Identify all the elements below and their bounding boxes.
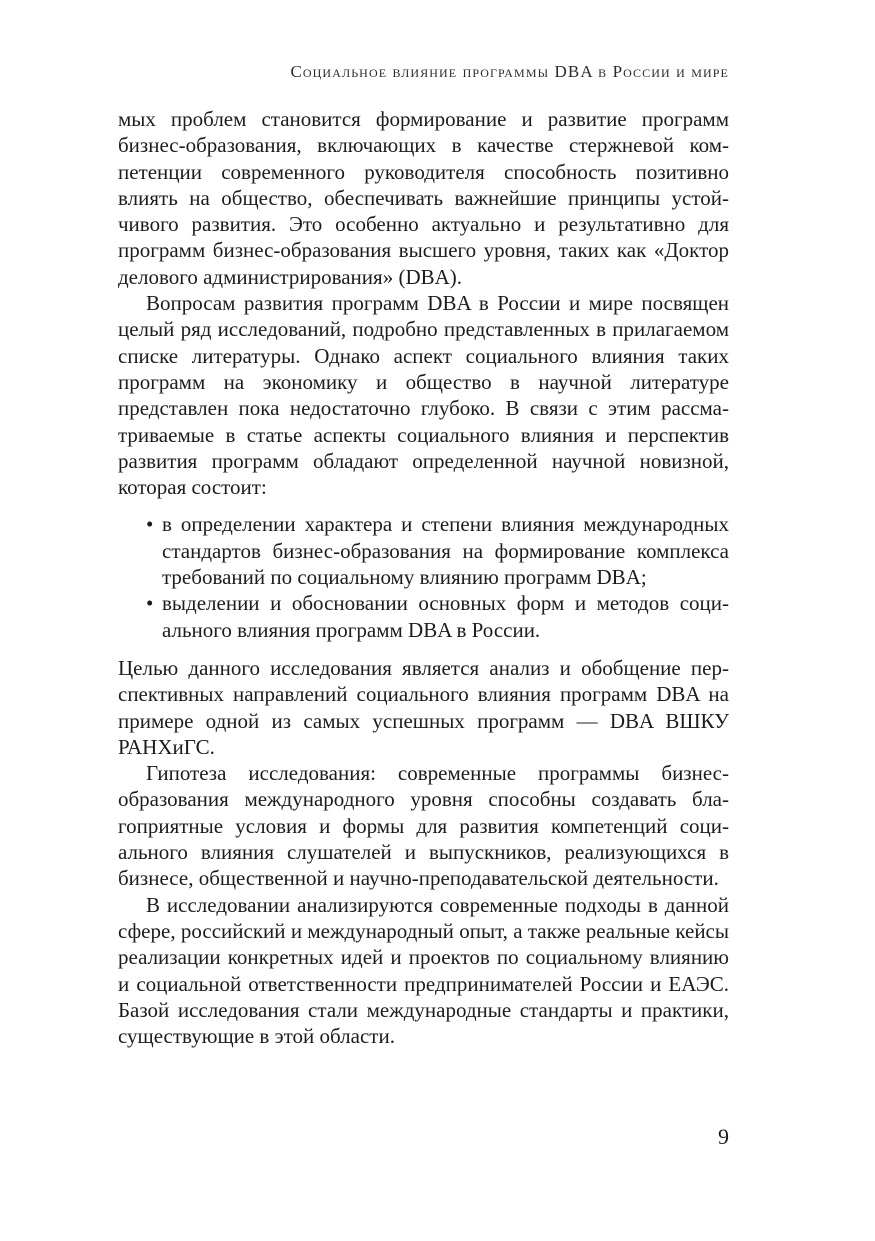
- list-item-text: выделении и обосновании основных форм и методов социального влияния программ DBA в России.: [162, 591, 729, 642]
- paragraph: В исследовании анализируются современные подходы в данной сфере, российский и международный опыт, а также реальные кейсы реализации конкретных идей и проектов по социальному влиянию и социальной ответственности предпринимателей России и ЕАЭС. Базой исследования стали международные стандарты и практики, существующие в этой области.: [118, 892, 729, 1049]
- paragraph: Целью данного исследования является анализ и обобщение перспективных направлений социального влияния программ DBA на примере одной из самых успешных программ — DBA ВШКУ РАНХиГС.: [118, 655, 729, 759]
- paragraph: мых проблем становится формирование и развитие программ бизнес-образования, включающих в качестве стержневой компетенции современного руководителя способность позитивно влиять на общество, обеспечивать важнейшие принципы устойчивого развития. Это особенно актуально и результативно для программ бизнес-образования высшего уровня, таких как «Доктор делового администрирования» (DBA).: [118, 107, 729, 289]
- list-item: [146, 590, 729, 643]
- bullet-icon: •: [146, 591, 154, 616]
- list-item: [146, 511, 729, 590]
- page-body: [118, 106, 729, 1049]
- running-head: Социальное влияние программы DBA в России и мире: [290, 62, 729, 81]
- paragraph: Гипотеза исследования: современные программы бизнес-образования международного уровня способны создавать благоприятные условия и формы для развития компетенций социального влияния слушателей и выпускников, реализующихся в бизнесе, общественной и научно-преподавательской деятельности.: [118, 761, 729, 891]
- paragraph: Вопросам развития программ DBA в России и мире посвящен целый ряд исследований, подробно представленных в прилагаемом списке литературы. Однако аспект социального влияния таких программ на экономику и общество в научной литературе представлен пока недостаточно глубоко. В связи с этим рассматриваемые в статье аспекты социального влияния и перспектив развития программ обладают определенной научной новизной, которая состоит:: [118, 291, 729, 500]
- page-number: 9: [718, 1124, 729, 1149]
- bullet-list: [118, 511, 729, 642]
- list-item-text: в определении характера и степени влияния международных стандартов бизнес-образования на формирование комплекса требований по социальному влиянию программ DBA;: [162, 512, 729, 590]
- bullet-icon: •: [146, 512, 154, 537]
